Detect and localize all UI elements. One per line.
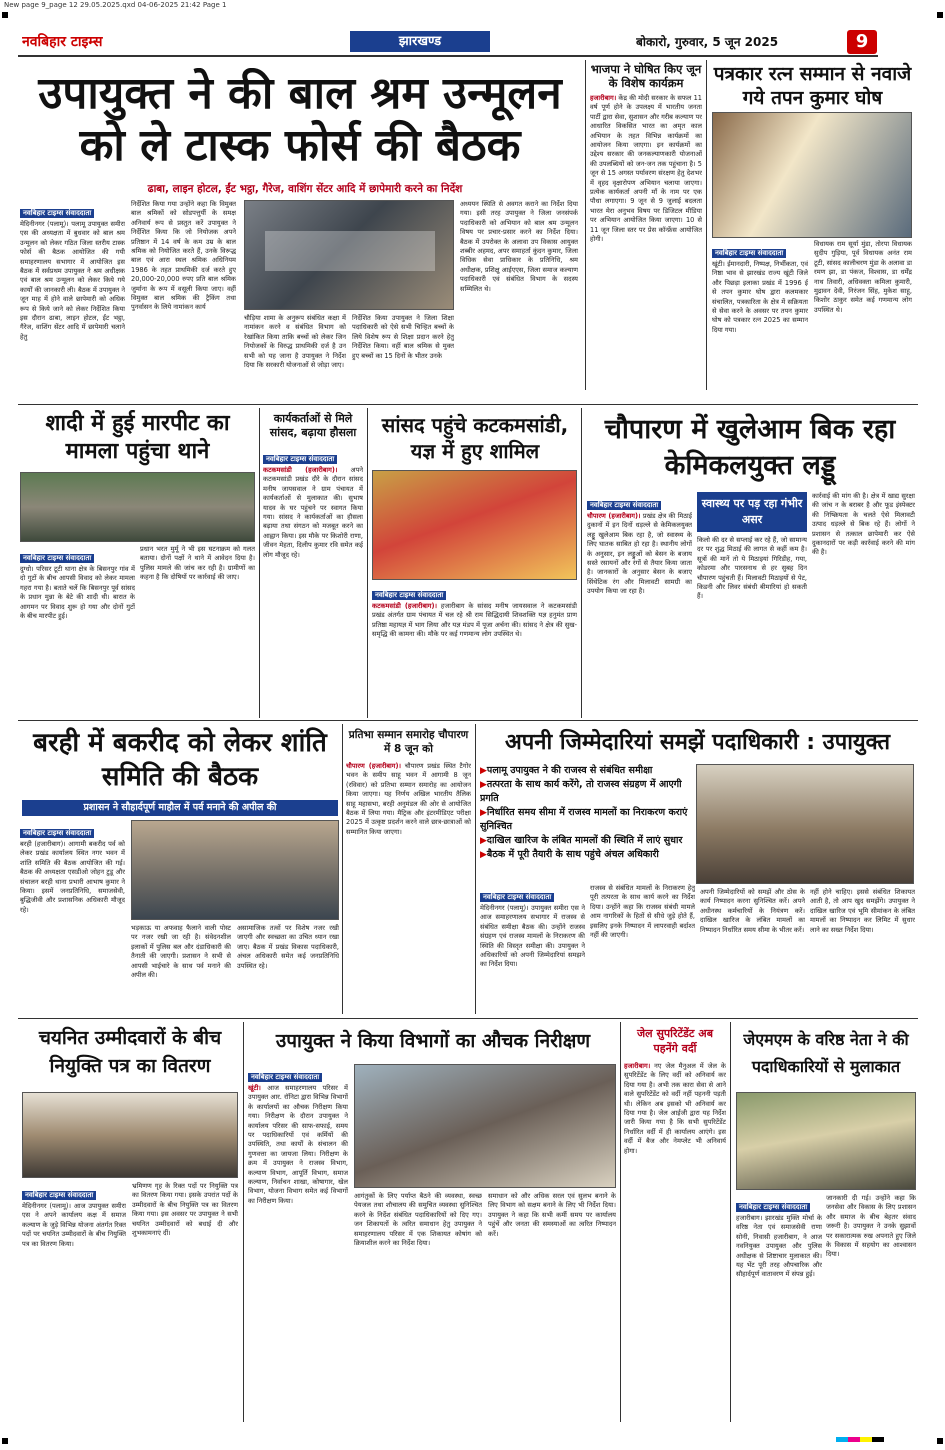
byline: नवबिहार टाइम्स संवाददाता bbox=[736, 1203, 810, 1212]
nirikshan-headline: उपायुक्त ने किया विभागों का औचक निरीक्षण bbox=[275, 1030, 591, 1052]
jail-body: नए जेल मैनुअल में जेल के सुपरिटेंडेंट के लिए वर्दी को अनिवार्य कर दिया गया है। अभी तक कारा सेवा से आने वाले सुपरिटेंडेंट को वर्दी नहीं पहननी पड़ती थी। लेकिन अब इसको भी अनिवार्य कर दिया गया है। जेल आईजी द्वारा यह निर्देश जारी किया गया है कि सभी सुपरिटेंडेंट निर्धारित वर्दी में ही कार्यालय आएंगे। इस वर्दी में बैज और नेमप्लेट भी अनिवार्य होगा। bbox=[624, 1062, 726, 1155]
laddu-headline: चौपारण में खुलेआम बिक रहा केमिकलयुक्त लड्डू bbox=[604, 414, 896, 481]
yagya-headline: सांसद पहुंचे कटकमसांडी, यज्ञ में हुए शामिल bbox=[381, 413, 569, 463]
lead-text-col5: अध्ययन स्थिति से अवगत कराने का निर्देश दिया गया। इसी तरह उपायुक्त ने जिला जनसंपर्क पदाधिकारी को अभियान को बाल श्रम उन्मूलन विषय पर प्रचार-प्रसार करने का निर्देश दिया। बैठक में उपरोक्त के अलावा उप विकास आयुक्त शब्बीर अहमद, अपर समाहर्ता कुंदन कुमार, जिला विधिक सेवा प्राधिकार के प्रतिनिधि, श्रम अधीक्षक, प्रशिक्षु आईएएस, जिला समाज कल्याण पदाधिकारी एवं संबंधित विभाग के सदस्य सम्मिलित थे। bbox=[460, 200, 578, 293]
upayukt-resp-col1 bbox=[480, 884, 585, 1012]
nirikshan-text-col1: आज समाहरणालय परिसर में उपायुक्त आर. रॉनिटा द्वारा विभिन्न विभागों के कार्यालयों का औचक निरीक्षण किया गया। निरीक्षण के दौरान उपायुक्त ने कार्यालय परिसर की साफ-सफाई, समय पर पदाधिकारियों एवं कर्मियों की उपस्थिति, तथा कार्यों के संचालन की गुणवत्ता का जायजा लिया। निरीक्षण के क्रम में उपायुक्त ने राजस्व विभाग, कल्याण विभाग, आपूर्ति विभाग, समाज कल्याण, निर्वाचन शाखा, कोषागार, खेल विभाग, योजना विभाग समेत कई विभागों का निरीक्षण किया। bbox=[248, 1084, 348, 1205]
upayukt-resp-photo bbox=[696, 764, 914, 884]
sansad-meet-headline: कार्यकर्ताओं से मिले सांसद, बढ़ाया हौसला bbox=[269, 412, 357, 439]
nirikshan-text-col2: आगंतुकों के लिए पर्याप्त बैठने की व्यवस्था, स्वच्छ पेयजल तथा शौचालय की समुचित व्यवस्था सुनिश्चित करने के निर्देश संबंधित पदाधिकारियों को दिए गए। जन शिकायतों के त्वरित समाधान हेतु उपायुक्त ने समाहरणालय परिसर में एक शिकायत कोषांग को क्रियाशील करने का निर्देश दिया। bbox=[354, 1192, 482, 1248]
laddu-text-col3: कार्रवाई की मांग की है। क्षेत्र में खाद्य सुरक्षा की जांच न के बराबर है और फूड इंस्पेक्टर की निष्क्रियता के चलते ऐसे मिलावटी उत्पाद धड़ल्ले से बिक रहे हैं। लोगों ने प्रशासन से तत्काल छापेमारी कर ऐसे दुकानदारों पर कड़ी कार्रवाई करने की मांग की है। bbox=[812, 492, 915, 557]
byline: नवबिहार टाइम्स संवाददाता bbox=[712, 249, 786, 258]
patrakar-text-col2: विधायक राम सूर्या मुंडा, तोरपा विधायक सुदीप गुड़िया, पूर्व विधायक अनंत राम टूटी, सांसद कालीचरण मुंडा के अलावा डा रमण झा, डा पंकज, विश्वास, डा धर्मेंद्र नाथ तिवारी, अधिवक्ता कमिला कुमारी, मुद्रावन देवी, निरंजन सिंह, मुकेश साहू, किशोर ठाकुर समेत कई गणमान्य लोग उपस्थित थे। bbox=[814, 240, 912, 314]
patrakar-col1 bbox=[712, 240, 808, 390]
laddu-col1 bbox=[587, 492, 692, 714]
yagya-col bbox=[372, 582, 577, 717]
bjp-text bbox=[590, 94, 702, 390]
bjp-headline: भाजपा ने घोषित किए जून के विशेष कार्यक्रम bbox=[590, 62, 702, 90]
dateline: बोकारो, गुरुवार, 5 जून 2025 bbox=[636, 35, 779, 49]
pratibha-text bbox=[346, 762, 471, 1012]
bakrid-banner: प्रशासन ने सौहार्दपूर्ण माहौल में पर्व मनाने की अपील की bbox=[22, 800, 338, 816]
upayukt-resp-text-col2: राजस्व से संबंधित मामलों के निराकरण हेतु पूरी तत्परता के साथ कार्य करने का निर्देश दिया। उन्होंने कहा कि राजस्व संबंधी मामले आम नागरिकों के हितों से सीधे जुड़े होते हैं, इसलिए इनके निष्पादन में लापरवाही बर्दाश्त नहीं की जाएगी। bbox=[590, 884, 695, 940]
pratibha-body: चौपारण प्रखंड स्थित टैगोर भवन के समीप साहू भवन में आगामी 8 जून (रविवार) को प्रतिभा सम्मान समारोह का आयोजन किया जाएगा। यह निर्णय अखिल भारतीय तैलिक साहू महासभा, बरही अनुमंडल की ओर से आयोजित बैठक में लिया गया। मैट्रिक और इंटरमीडिएट परीक्षा 2025 में उत्कृष्ट प्रदर्शन करने वाले छात्र-छात्राओं को सम्मानित किया जाएगा। bbox=[346, 762, 471, 836]
sansad-meet-dateline: कटकमसांडी (हजारीबाग)। bbox=[263, 466, 338, 474]
byline: नवबिहार टाइम्स संवाददाता bbox=[20, 829, 94, 838]
pratibha-headline: प्रतिभा सम्मान समारोह चौपारण में 8 जून को bbox=[348, 729, 469, 755]
upayukt-bullets bbox=[480, 764, 690, 880]
bjp-body: केंद्र की मोदी सरकार के सफल 11 वर्ष पूर्ण होने के उपलक्ष्य में भारतीय जनता पार्टी द्वारा सेवा, सुशासन और गरीब कल्याण पर आधारित विकसित भारत का अमृत काल अभियान के तहत विभिन्न कार्यक्रमों का आयोजन किया जाएगा। इन कार्यक्रमों का उद्देश्य सरकार की जनकल्याणकारी योजनाओं की उपलब्धियों को जन-जन तक पहुंचाना है। 5 जून से 15 अगस्त पर्यावरण संरक्षण हेतु देशभर में वृहद वृक्षारोपण अभियान चलाया जाएगा। प्रत्येक कार्यकर्ता अपनी माँ के नाम पर एक पौधा लगाएगा। 9 जून से 9 जुलाई बदलता भारत मेरा अनुभव विषय पर डिजिटल मीडिया पर अभियान आयोजित किया जाएगा। 10 से 11 जून जिला स्तर पर प्रेस कॉन्फ्रेंस आयोजित होगी। bbox=[590, 94, 702, 244]
jail-dateline: हजारीबाग। bbox=[624, 1062, 651, 1070]
jmm-col1 bbox=[736, 1194, 822, 1420]
byline: नवबिहार टाइम्स संवाददाता bbox=[480, 893, 554, 902]
lead-text-col4: निर्देशित किया उपायुक्त ने जिला शिक्षा पदाधिकारी को ऐसे सभी चिन्हित बच्चों के लिये विशेष रूप से शिक्षा प्रदान करने हेतु निर्देशित किया। वहीं बाल श्रमिक से मुक्त हुए बच्चों का 15 दिनों के भीतर उनके bbox=[352, 314, 454, 360]
bakrid-text-col3: असामाजिक तत्वों पर विशेष नजर रखी जाएगी और स्वच्छता का उचित ध्यान रखा जाए। बैठक में प्रखंड विकास पदाधिकारी, अंचल अधिकारी समेत कई जनप्रतिनिधि उपस्थित रहे। bbox=[237, 924, 339, 970]
print-info: New page 9_page 12 29.05.2025.qxd 04-06-2025 21:42 Page 1 bbox=[4, 1, 227, 9]
laddu-box: स्वास्थ्य पर पड़ रहा गंभीर असर bbox=[697, 492, 807, 532]
patrakar-headline: पत्रकार रत्न सम्मान से नवाजे गये तपन कुमार घोष bbox=[713, 63, 912, 109]
byline: नवबिहार टाइम्स संवाददाता bbox=[20, 209, 94, 218]
lead-photo bbox=[244, 200, 454, 310]
upayukt-resp-headline: अपनी जिम्मेदारियां समझें पदाधिकारी : उपायुक्त bbox=[505, 730, 890, 755]
jail-headline: जेल सुपरिटेंडेंट अब पहनेंगे वर्दी bbox=[637, 1027, 713, 1055]
yagya-photo bbox=[372, 470, 577, 580]
byline: नवबिहार टाइम्स संवाददाता bbox=[22, 1191, 96, 1200]
bakrid-col1 bbox=[20, 820, 125, 1010]
byline: नवबिहार टाइम्स संवाददाता bbox=[587, 501, 661, 510]
chayanit-text-col1: मेदिनीनगर (पलामू)। आज उपायुक्त समीरा एस ने अपने कार्यालय कक्ष में समाज कल्याण के जुड़े विभिन्न योजना अंतर्गत रिक्त पदों पर चयनित उम्मीदवारों के बीच नियुक्ति पत्र का वितरण किया। bbox=[22, 1202, 126, 1248]
laddu-dateline: चौपारण (हजारीबाग)। bbox=[587, 512, 641, 520]
chayanit-col1 bbox=[22, 1182, 126, 1422]
paper-name: नवबिहार टाइम्स bbox=[22, 34, 103, 50]
laddu-text-col2: किलो की दर से सप्लाई कर रहे हैं, जो सामान्य दर पर शुद्ध मिठाई की लागत से कहीं कम है। सूत्रों की मानें तो ये मिठाइयां गिरिडीह, गया, कोडरमा और पारसनाथ से हर सुबह दिन चौपारण पहुंचती हैं। मिलावटी मिठाइयों से पेट, किडनी और लिवर संबंधी बीमारियां हो सकती हैं। bbox=[697, 536, 807, 601]
nirikshan-photo bbox=[354, 1064, 616, 1188]
section-label: झारखण्ड bbox=[350, 31, 490, 52]
upayukt-resp-text-col1: मेदिनीनगर (पलामू)। उपायुक्त समीरा एस ने आज समाहरणालय सभागार में राजस्व से संबंधित समीक्षा बैठक की। उन्होंने राजस्व संग्रहण एवं राजस्व मामलों के निराकरण की स्थिति की विस्तृत समीक्षा की। उपायुक्त ने अधिकारियों को अपनी जिम्मेदारियां समझने का निर्देश दिया। bbox=[480, 904, 585, 969]
registration-mark bbox=[2, 12, 8, 18]
yagya-body: हजारीबाग के सांसद मनीष जायसवाल ने कटकमसांडी प्रखंड अंतर्गत ग्राम पंचायत में चल रहे श्री राम सिद्धिदायी शिवशक्ति यज्ञ हनुमंत प्राण प्रतिष्ठा महायज्ञ में भाग लिया और यज्ञ मंडप में पूजा अर्चना की। सांसद ने क्षेत्र की सुख-समृद्धि की कामना की। मौके पर कई गणमान्य लोग उपस्थित थे। bbox=[372, 602, 577, 639]
lead-text-col1: मेदिनीनगर (पलामू)। पलामू उपायुक्त समीरा एस की अध्यक्षता में बुधवार को बाल श्रम उन्मूलन को लेकर गठित जिला स्तरीय टास्क फोर्स की बैठक आयोजित की गयी समाहरणालय सभागार में आयोजित इस बैठक में सर्वप्रथम उपायुक्त ने श्रम अधीक्षक एवं बाल श्रम उन्मूलन को लेकर किये गये कार्यों की जानकारी ली। बैठक में उपायुक्त ने जून माह में होने वाले छापेमारी को अधिक रूप से किये जाने को लेकर निर्देशित किया इस दौरान ढाबा, लाइन होटल, ईंट भट्ठा, गैरेज, वाशिंग सेंटर आदि में छापेमारी चलाने हेतु bbox=[20, 220, 125, 341]
laddu-text-col1: प्रखंड क्षेत्र की मिठाई दुकानों में इन दिनों धड़ल्ले से केमिकलयुक्त लड्डू खुलेआम बिक रहा है, जो स्वास्थ्य के लिए घातक साबित हो रहा है। स्थानीय लोगों के अनुसार, इन लड्डुओं को बेसन के बजाय सस्ते रसायनों और रंगों से तैयार किया जाता है। जानकारों के अनुसार बेसन के बजाए सिंथेटिक रंग और मिलावटी सामग्री का उपयोग किया जा रहा है। bbox=[587, 512, 692, 596]
nirikshan-dateline: खूंटी। bbox=[248, 1084, 261, 1092]
pratibha-dateline: चौपारण (हजारीबाग)। bbox=[346, 762, 401, 770]
upayukt-resp-text-col4: नहीं होने चाहिए। इससे संबंधित शिकायत आती है, तो आप खुद समझेंगे। उपायुक्त ने दाखिल खारिज एवं भूमि सीमांकन के लंबित मामलों का निष्पादन कर लिमिट में सुधार लाने का सख्त निर्देश दिया। bbox=[810, 888, 915, 934]
bullet-item: ▶दाखिल खारिज के लंबित मामलों की स्थिति में लाएं सुधार bbox=[480, 835, 683, 846]
bullet-item: ▶बैठक में पूरी तैयारी के साथ पहुंचे अंचल अधिकारी bbox=[480, 849, 659, 860]
chayanit-headline: चयनित उम्मीदवारों के बीच नियुक्ति पत्र का वितरण bbox=[38, 1027, 222, 1077]
bullet-item: ▶तत्परता के साथ कार्य करेंगे, तो राजस्व संग्रहण में आएगी प्रगति bbox=[480, 779, 682, 804]
yagya-dateline: कटकमसांडी (हजारीबाग)। bbox=[372, 602, 438, 610]
bullet-item: ▶निर्धारित समय सीमा में राजस्व मामलों का निराकरण कराएं सुनिश्चित bbox=[480, 807, 688, 832]
registration-mark bbox=[937, 1438, 943, 1444]
registration-mark bbox=[937, 12, 943, 18]
lead-text-col3: चौड़िया शामा के अनुरूप संबंधित कक्षा में नामांकन करने व संबंधित विभाग को रेखांकित किया ताकि बच्चों को लेकर जिन नियोजकों के विरुद्ध प्राथमिकी दर्ज है उन सभी को यह जाना है उपायुक्त ने निर्देश दिया कि सरकारी योजनाओं से जोड़ा जाए। bbox=[244, 314, 346, 370]
bakrid-text-col1: बरही (हजारीबाग)। आगामी बकरीद पर्व को लेकर प्रखंड कार्यालय स्थित नगर भवन में शांति समिति की बैठक आयोजित की गई। बैठक की अध्यक्षता एसडीओ जोहन टुडू और संचालन बरही थाना प्रभारी आभाष कुमार ने किया। इसमें जनप्रतिनिधि, समाजसेवी, बुद्धिजीवी और प्रशासनिक अधिकारी मौजूद रहे। bbox=[20, 840, 125, 914]
lead-headline: उपायुक्त ने की बाल श्रम उन्मूलन को ले टास्क फोर्स की बैठक bbox=[38, 68, 562, 171]
color-bar bbox=[836, 1432, 896, 1442]
jmm-text-col2: जानकारी दी गई। उन्होंने कहा कि जनसेवा और विकास के लिए प्रशासन और समाज के बीच बेहतर संवाद जरूरी है। उपायुक्त ने उनके सुझावों पर सकारात्मक रुख अपनाते हुए जिले के विकास में सहयोग का आश्वासन दिया। bbox=[826, 1194, 916, 1259]
bjp-dateline: हजारीबाग। bbox=[590, 94, 617, 102]
byline: नवबिहार टाइम्स संवाददाता bbox=[248, 1073, 322, 1082]
byline: नवबिहार टाइम्स संवाददाता bbox=[20, 554, 94, 563]
upayukt-resp-text-col3: अपनी जिम्मेदारियों को समझें और ठोस के कार्य निष्पादन करना सुनिश्चित करें। अपने अधीनस्थ कर्मचारियों के नियंत्रण करें। दाखिल खारिज के लंबित मामलों का निष्पादन निर्धारित समय सीमा के भीतर करें। bbox=[700, 888, 805, 934]
bullet-item: ▶पलामू उपायुक्त ने की राजस्व से संबंधित समीक्षा bbox=[480, 765, 653, 776]
bakrid-photo bbox=[131, 820, 339, 920]
jail-text bbox=[624, 1062, 726, 1420]
byline: नवबिहार टाइम्स संवाददाता bbox=[372, 591, 446, 600]
lead-col1 bbox=[20, 200, 125, 400]
patrakar-photo bbox=[712, 112, 912, 238]
jmm-text-col1: हजारीबाग। झारखंड मुक्ति मोर्चा के वरिष्ठ नेता एवं समाजसेवी राणा सोनी, निवासी हजारीबाग, ने आज नवनियुक्त उपायुक्त और पुलिस अधीक्षक से शिष्टाचार मुलाकात की। यह भेंट पूरी तरह औपचारिक और सौहार्दपूर्ण वातावरण में संपन्न हुई। bbox=[736, 1214, 822, 1279]
nirikshan-col1 bbox=[248, 1064, 348, 1420]
shadi-col1 bbox=[20, 545, 135, 715]
lead-subhead: ढाबा, लाइन होटल, ईंट भट्ठा, गैरेज, वाशिंग सेंटर आदि में छापेमारी करने का निर्देश bbox=[147, 183, 463, 195]
byline: नवबिहार टाइम्स संवाददाता bbox=[263, 455, 337, 464]
chayanit-text-col2: भ्रमिणण गृह के रिक्त पदों पर नियुक्ति पत्र का वितरण किया गया। इसके उपरांत पदों के उम्मीदवारों के बीच नियुक्ति पत्र का वितरण किया गया। इस अवसर पर उपायुक्त ने सभी चयनित उम्मीदवारों को बधाई दी और शुभकामनाएं दीं। bbox=[132, 1182, 238, 1238]
chayanit-photo bbox=[22, 1092, 238, 1178]
nirikshan-text-col3: समाधान को और अधिक सरल एवं सुलभ बनाने के लिए विभाग को सक्षम बनाने के लिए भी निर्देश दिया। उपायुक्त ने कहा कि सभी कर्मी समय पर कार्यालय पहुंचें और जनता की समस्याओं का त्वरित निष्पादन करें। bbox=[488, 1192, 616, 1238]
shadi-headline: शादी में हुई मारपीट का मामला पहुंचा थाने bbox=[45, 411, 230, 464]
shadi-text-col2: प्रधान भरत मुर्मू ने भी इस घटनाक्रम को गलत बताया। दोनों पक्षों ने थाने में आवेदन दिया है। पुलिस मामले की जांच कर रही है। ग्रामीणों का कहना है कि दोषियों पर कार्रवाई की जाए। bbox=[140, 545, 255, 582]
shadi-photo bbox=[20, 472, 255, 542]
sansad-meet-col bbox=[263, 446, 363, 714]
page-number: 9 bbox=[847, 30, 877, 54]
jmm-photo bbox=[736, 1092, 916, 1190]
sansad-meet-body: अपने कटकमसांडी प्रखंड दौरे के दौरान सांसद मनीष जायसवाल ने ग्राम पंचायत में कार्यकर्ताओं से मुलाकात की। सुभाष यादव के घर पहुंचने पर स्वागत किया गया। सांसद ने कार्यकर्ताओं का हौसला बढ़ाया तथा संगठन को मजबूत करने का आह्वान किया। इस मौके पर किशोरी राणा, जीवन मेहता, दिलीप कुमार रवि समेत कई लोग मौजूद रहे। bbox=[263, 466, 363, 559]
jmm-headline: जेएमएम के वरिष्ठ नेता ने की पदाधिकारियों से मुलाकात bbox=[743, 1030, 909, 1076]
patrakar-text-col1: खूंटी। ईमानदारी, निष्पक्ष, निर्भीकता, एवं निष्ठा भाव से झारखंड राज्य खूंटी जिले और पिछड़ा इलाका प्रखंड में 1996 ई से तपन कुमार घोष द्वारा कलमकार संचालित, पत्रकारिता के क्षेत्र में सक्रियता से सेवा करने के अवसर पर तपन कुमार घोष को पत्रकार रत्न 2025 का सम्मान दिया गया। bbox=[712, 260, 808, 334]
lead-text-col2: निर्देशित किया गया उन्होंने कहा कि विमुक्त बाल श्रमिकों को सोडपत्तुर्यी के समक्ष अनिवार्य रूप से प्रस्तुत करें उपायुक्त ने निर्देशित किया कि जो नियोजक अपने प्रतिष्ठान में 14 वर्ष के कम उम्र के बाल श्रमिक को नियोजित करते हैं, उनके विरूद्ध बाल एवं आरा स्थल श्रमिक अधिनियम 1986 के तहत प्राथमिकी दर्ज करते हुए 20,000-20,000 रुपए प्रति बाल श्रमिक जुर्माना के रूप में वसूली किया जाए। वहीं विमुक्त बाल श्रमिक की ट्रैकिंग तथा पुनर्वासन के लिये नामांकन कार्य bbox=[131, 200, 236, 312]
registration-mark bbox=[2, 1438, 8, 1444]
bakrid-text-col2: भड़काऊ या अफवाह फैलाने वाली पोस्ट पर नजर रखी जा रही है। संवेदनशील इलाकों में पुलिस बल और दंडाधिकारी की तैनाती की जाएगी। प्रशासन ने सभी से आपसी भाईचारे के साथ पर्व मनाने की अपील की। bbox=[131, 924, 231, 980]
shadi-text-col1: दुग्धो। परिसर टूटी थाना क्षेत्र के बिसनपुर गांव में दो गुटों के बीच आपसी विवाद को लेकर मामला गहरा गया है। बताते चलें कि बिसनपुर पूर्व सांसद के प्रधान मुन्ना के बेटे की शादी थी। बारात के आगमन पर विवाद शुरू हो गया और दोनों गुटों के बीच मारपीट हुई। bbox=[20, 565, 135, 621]
bakrid-headline: बरही में बकरीद को लेकर शांति समिति की बैठक bbox=[33, 728, 327, 792]
